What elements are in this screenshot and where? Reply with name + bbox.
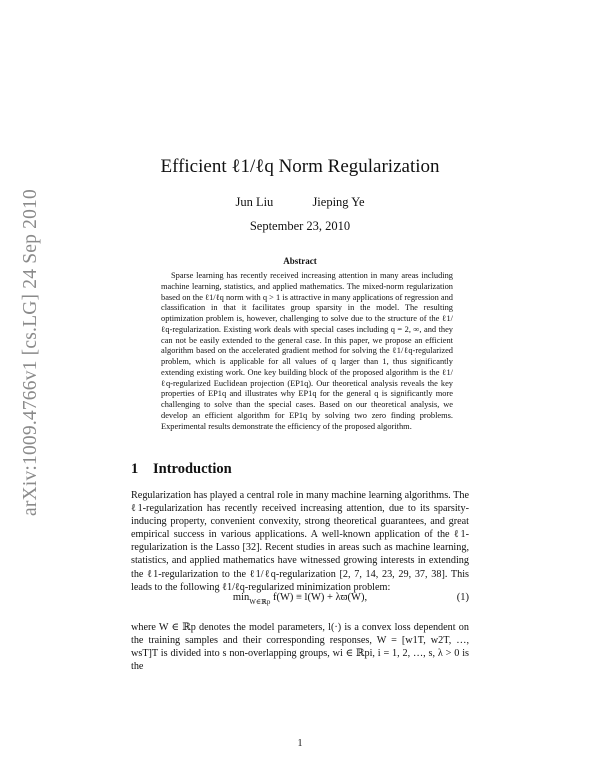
author-name: Jun Liu <box>235 195 274 209</box>
equation-body: f(W) ≡ l(W) + λϖ(W), <box>272 592 368 603</box>
intro-paragraph-continued: where W ∈ ℝp denotes the model parameters, l(·) is a convex loss dependent on the training samples and their corresponding responses, W = [w1T, w2T, …, wsT]T is divided into s non-overlapping groups, wi ∈ ℝpi, i = 1, 2, …, s, λ > 0 is the <box>131 622 469 673</box>
paper-title: Efficient ℓ1/ℓq Norm Regularization <box>160 156 440 177</box>
section-heading <box>131 461 232 478</box>
equation-expression <box>131 592 469 606</box>
equation-subscript: W∈ℝp <box>249 598 271 606</box>
page-number: 1 <box>297 738 303 749</box>
equation-min: min <box>232 592 250 603</box>
section-title: Introduction <box>153 461 232 477</box>
author-list <box>0 195 600 210</box>
abstract-heading: Abstract <box>283 256 317 266</box>
author-name: Jieping Ye <box>312 195 365 209</box>
abstract-text: Sparse learning has recently received increasing attention in many areas including machine learning, statistics, and applied mathematics. The mixed-norm regularization based on the ℓ1/ℓq norm with q > 1 is attractive in many applications of regression and classification in that it facilitates group sparsity in the model. The resulting optimization problem is, however, challenging to solve due to the structure of the ℓ1/ℓq-regularization. Existing work deals with special cases including q = 2, ∞, and they can not be easily extended to the general case. In this paper, we propose an efficient algorithm based on the accelerated gradient method for solving the ℓ1/ℓq-regularized problem, which is applicable for all values of q larger than 1, thus significantly extending existing work. One key building block of the proposed algorithm is the ℓ1/ℓq-regularized Euclidean projection (EP1q). Our theoretical analysis reveals the key properties of EP1q and illustrates why EP1q for the general q is significantly more challenging to solve than the special cases. Based on our theoretical analysis, we develop an efficient algorithm for EP1q by solving two zero finding problems. Experimental results demonstrate the efficiency of the proposed algorithm. <box>161 271 453 431</box>
equation-number: (1) <box>456 592 469 603</box>
intro-paragraph: Regularization has played a central role in many machine learning algorithms. The ℓ1-regularization has recently received increasing attention, due to its sparsity-inducing property, convenient convexity, strong theoretical guarantees, and great empirical success in various applications. A well-known application of the ℓ1-regularization is the Lasso [32]. Recent studies in areas such as machine learning, statistics, and applied mathematics have witnessed growing interests in extending the ℓ1-regularization to the ℓ1/ℓq-regularization [2, 7, 14, 23, 29, 37, 38]. This leads to the following ℓ1/ℓq-regularized minimization problem: <box>131 490 469 593</box>
equation-1 <box>131 592 469 612</box>
section-number: 1 <box>131 461 139 477</box>
arxiv-identifier: arXiv:1009.4766v1 [cs.LG] 24 Sep 2010 <box>20 189 41 516</box>
paper-date: September 23, 2010 <box>249 219 351 233</box>
